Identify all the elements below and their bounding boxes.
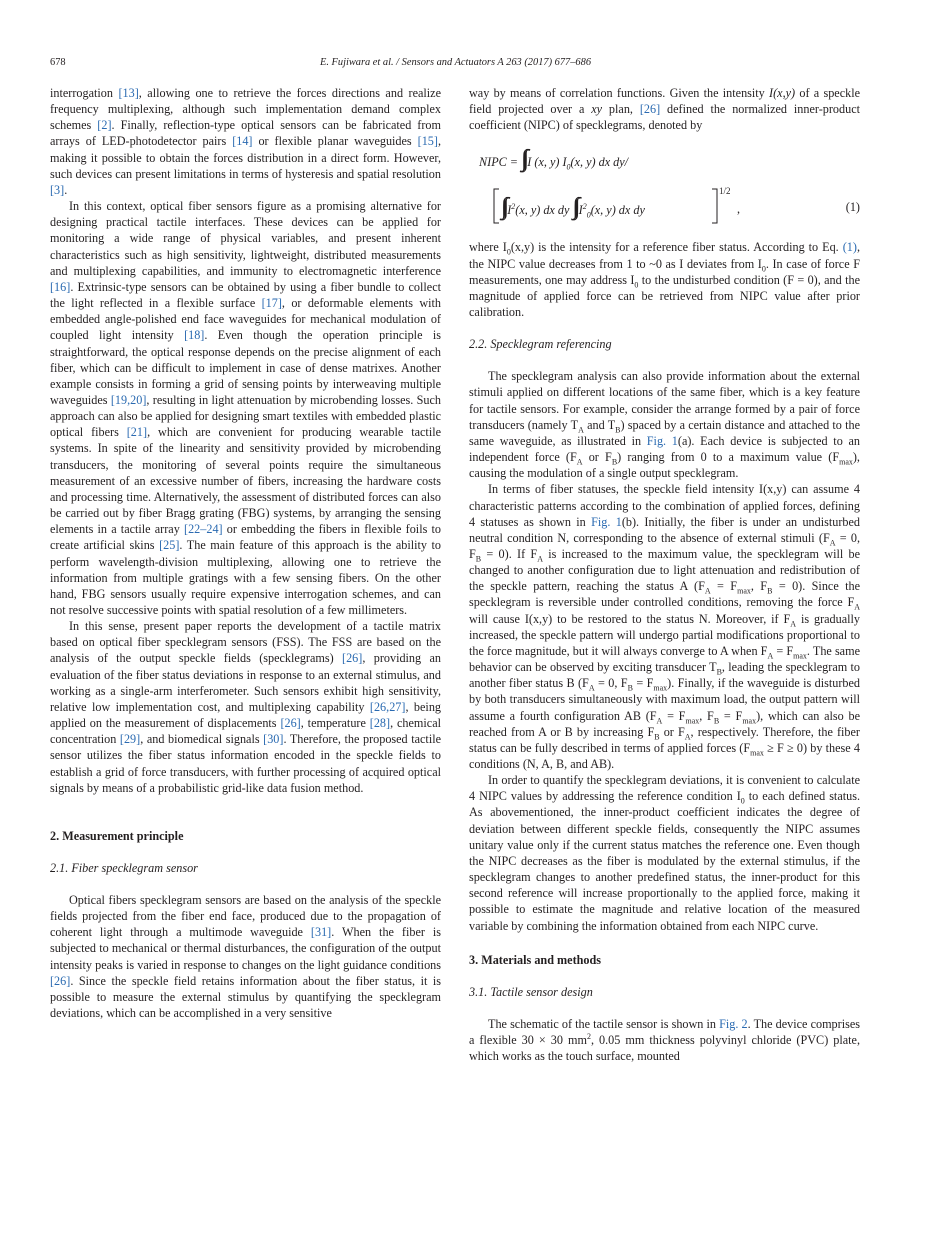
equation-line-2: ∫∫ $I^2(x$, y) dx dy ∫∫ $I^2_0(x$, y) dx dy 1/2 , (1) [469,181,860,239]
citation-link[interactable]: [26] [280,716,301,731]
citation-link[interactable]: [25] [159,538,180,553]
paragraph: The schematic of the tactile sensor is shown in Fig. 2. The device comprises a flexible 30 × 30 $mm^2$, 0.05 mm thickness polyvinyl chloride (PVC) plate, which works as the touch surface, mounted [469,1016,861,1064]
citation-link[interactable]: [30] [263,732,284,747]
figure-link[interactable]: Fig. 2 [719,1016,748,1031]
left-column [50,85,441,1021]
running-header [50,56,861,70]
equation-line-1: NIPC = ∫∫ I (x, y) $I_0(x$, y) dx dy/ [479,146,629,173]
paragraph: interrogation [13], allowing one to retrieve the forces directions and realize frequency multiplexing, although such implementation demand complex schemes [2]. Finally, reflection-type optical sensors can be fabricated from arrays of LED-photodetector pairs [14] or flexible planar waveguides [15], making it possible to obtain the forces distribution in a direct form. However, such devices can present limitations in terms of hysteresis and spatial resolution [3]. [50,86,441,197]
figure-link[interactable]: Fig. 1 [591,514,622,529]
citation-link[interactable]: [15] [417,134,438,149]
citation-link[interactable]: [19,20] [110,392,147,407]
citation-link[interactable]: [16] [50,279,71,294]
citation-link[interactable]: [26] [639,102,661,117]
citation-link[interactable]: [26] [342,651,363,666]
paragraph: In terms of fiber statuses, the speckle field intensity I(x,y) can assume 4 characteristic patterns according to the combination of applied forces, defining 4 statuses as shown in Fig. 1(b). Initially, the fiber is under an undisturbed neutral condition N, corresponding to the absence of external stimuli ($F_A = 0$, $F_B = 0$). If $F_A$ is increased to the maximum value, the specklegram will be changed to another configuration due to light attenuation and redistribution of the speckle pattern, reaching the status A ($F_A = F_{max}$, $F_B = 0$). Since the specklegram is reversible under controlled conditions, removing the force $F_A$ will cause I(x,y) to be restored to the status N. Moreover, if $F_A$ is gradually increased, the speckle pattern will undergo partial modifications proportional to the force magnitude, but it will always converge to A when $F_A = F_{max}$. The same behavior can be observed by exciting transducer $T_B$, leading the specklegram to another fiber status B ($F_A = 0$, $F_B = F_{max}$). Finally, if the waveguide is disturbed by both transducers simultaneously with maximum load, the output pattern will assume a fourth configuration AB ($F_A = F_{max}$, $F_B = F_{max}$), which can also be reached from A or B by increasing $F_B$ or $F_A$, respectively. Therefore, the fiber status can be fully described in terms of applied forces $(F_{max} \ge F \ge 0)$ by these 4 conditions (N, A, B, and AB). [469,482,861,771]
citation-link[interactable]: [14] [232,134,253,149]
subsection-heading: 2.1. Fiber specklegram sensor [50,860,198,875]
citation-link[interactable]: [28] [369,716,391,731]
citation-link[interactable]: [29] [119,732,141,747]
paragraph: Optical fibers specklegram sensors are based on the analysis of the speckle fields projected from the fiber end face, produced due to the propagation of coherent light through a multimode waveguide [31]. When the fiber is subjected to mechanical or thermal disturbances, the configuration of the output intensity peaks is varied in response to changes on the light guidance conditions [26]. Since the speckle field retains information about the fiber status, it is possible to measure the external stimulus by quantifying the specklegram deviations, which can be accomplished in a very sensitive [50,892,441,1020]
citation-link[interactable]: [31] [310,925,332,940]
page-number: 678 [50,57,66,68]
citation-link[interactable]: [2] [97,118,112,133]
citation-link[interactable]: [3] [50,182,65,197]
paragraph: In order to quantify the specklegram deviations, it is convenient to calculate 4 NIPC values by addressing the reference condition $I_0$ to each defined status. As abovementioned, the inner-product coefficient indicates the degree of deviation between different speckle fields, consequently the NIPC assumes unitary value only if the current status matches the reference one. Even though the NIPC decreases as the fiber is modulated by the external stimulus, if the specklegram changes to another predefined status, the inner-product for this second reference will increase proportionally to the applied force, making it possible to estimate the magnitude and relative location of the measured variable by combining the information obtained from each NIPC curve. [469,773,860,933]
right-column [469,85,860,1064]
citation-link[interactable]: [13] [118,86,139,100]
journal-citation: E. Fujiwara et al. / Sensors and Actuators A 263 (2017) 677–686 [319,57,592,68]
citation-link[interactable]: [26] [50,973,71,988]
equation-power: 1/2 [719,186,731,197]
paragraph: In this sense, present paper reports the development of a tactile matrix based on optical fiber specklegram sensors (FSS). The FSS are based on the analysis of the output speckle fields (specklegrams) [26], providing an evaluation of the fiber status deviations in response to an external stimulus, and working as a single-arm interferometer. Such sensors exhibit high sensitivity, relative low implementation cost, and multiplexing capability [26,27], being applied on the measurement of displacements [26], temperature [28], chemical concentration [29], and biomedical signals [30]. Therefore, the proposed tactile sensor utilizes the fiber status information encoded in the speckle fields to establish a grid of force transducers, with further processing of acquired optical signals by means of a probabilistic grid-like data fusion method. [50,619,442,795]
paragraph: way by means of correlation functions. Given the intensity I(x,y) of a speckle field projected over a xy plan, [26] defined the normalized inner-product coefficient (NIPC) of specklegrams, denoted by [469,86,861,133]
citation-link[interactable]: [22–24] [184,522,223,537]
citation-link[interactable]: [26,27] [369,699,406,714]
subsection-heading: 3.1. Tactile sensor design [469,984,593,999]
citation-link[interactable]: [18] [184,328,205,343]
paragraph: The specklegram analysis can also provide information about the external stimuli applied on different locations of the same fiber, which is a key feature for tactile sensors. For example, consider the arrange formed by a pair of force transducers (namely $T_A$ and $T_B$) spaced by a certain distance and attached to the same waveguide, as illustrated in Fig. 1(a). Each device is subjected to an independent force ($F_A$ or $F_B$) ranging from 0 to a maximum value $(F_{max})$, causing the modulation of a single output specklegram. [469,369,860,481]
equation-number: (1) [845,200,860,215]
citation-link[interactable]: [21] [126,425,148,440]
section-heading: 3. Materials and methods [469,952,602,967]
figure-link[interactable]: Fig. 1 [646,433,678,448]
section-heading: 2. Measurement principle [50,828,184,843]
citation-link[interactable]: [17] [261,296,282,311]
paragraph: where $I_0(x,y)$ is the intensity for a reference fiber status. According to Eq. (1), the NIPC value decreases from 1 to ~0 as I deviates from $I_0$. In case of force F measurements, one may address $I_0$ to the undisturbed condition (F = 0), and the magnitude of applied force can be retrieved from NIPC value after prior calibration. [469,240,860,320]
subsection-heading: 2.2. Specklegram referencing [469,337,612,352]
equation-link[interactable]: (1) [842,240,857,255]
paragraph: In this context, optical fiber sensors figure as a promising alternative for designing practical tactile interfaces. These devices can be applied for monitoring a wide range of physical variables, and present inherent characteristics such as high sensitivity, lightweight, distributed measurements and multiplexing capabilities, and immunity to electromagnetic interference [16]. Extrinsic-type sensors can be obtained by using a fiber bundle to collect the light reflected in a flexible surface [17], or deformable elements with embedded angle-polished end face waveguides for mechanical modulation of coupled light intensity [18]. Even though the operation principle is straightforward, the optical response depends on the precise alignment of each fiber, which can be difficult to implement in case of dense matrixes. Another example consists in forming a grid of sensing points by interweaving multiple waveguides [19,20], resulting in light attenuation by microbending losses. Such approach can also be applied for designing smart textiles with embedded plastic optical fibers [21], which are convenient for producing wearable tactile systems. In spite of the linearity and sensitivity provided by microbending transducers, the monitoring of several points require the simultaneous measurement of an excessive number of fibers, increasing the hardware costs and processing time. Alternatively, the assessment of distributed forces can also be carried out by fiber Bragg grating (FBG) systems, by arranging the sensing elements in a tactile array [22–24] or embedding the fibers in flexible foils to create artificial skins [25]. The main feature of this approach is the ability to perform wavelength-division multiplexing, allowing one to retrieve the information from multiple gratings with a few sensing fibers. On the other hand, FBG sensors usually require expensive interrogation schemes, and can not resolve successive points with spatial resolution of a few millimeters. [50,199,442,617]
